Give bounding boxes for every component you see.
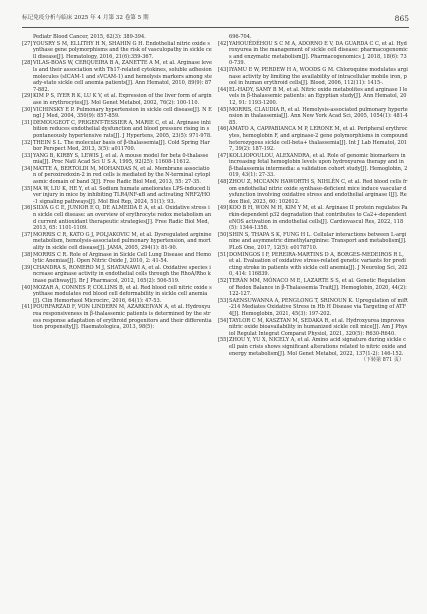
reference-text: DEMOUGEOT C, PRIGENT-TESSIER A, MARIE C, et al. Arginase inhibition reduces endothelial dysfunction and blood pressure rising in spontaneously hypertensive rats[J]. J Hypertens, 2005, 23(5): 971-978.: [33, 119, 212, 139]
reference-number: [47]: [218, 152, 229, 159]
reference-entry: [218, 34, 408, 41]
reference-number: [34]: [22, 165, 33, 172]
reference-text: VILAS-BOAS W, CERQUEIRA B A, ZANETTE A M, et al. Arginase levels and their association with Th17-related cytokines, soluble adhesion molecules (sICAM-1 and sVCAM-1) and hemolysis markers among steady-state sickle cell anemia patients[J]. Ann Hematol, 2010, 89(9): 877-882.: [33, 60, 212, 93]
reference-number: [42]: [218, 40, 229, 47]
reference-number: [33]: [22, 152, 33, 159]
reference-text: Pediatr Blood Cancer, 2015, 62(3): 389-394.: [33, 34, 146, 40]
reference-entry: [22, 41, 212, 61]
reference-entry: [22, 265, 212, 285]
reference-number: [53]: [218, 297, 229, 304]
reference-text: MORRIS, CLAUDIA R, et al. Hemolysis-associated pulmonary hypertension in thalassemia[J]. Ann New York Acad Sci, 2005, 1054(1): 481-485.: [229, 106, 408, 126]
reference-number: [43]: [218, 66, 229, 73]
reference-number: [32]: [22, 139, 33, 146]
reference-number: [31]: [22, 119, 33, 126]
reference-number: [46]: [218, 126, 229, 133]
reference-entry: [218, 318, 408, 338]
reference-number: [27]: [22, 40, 33, 47]
reference-number: [54]: [218, 317, 229, 324]
reference-entry: [218, 41, 408, 67]
reference-entry: [22, 304, 212, 330]
reference-number: [55]: [218, 337, 229, 344]
reference-entry: [218, 298, 408, 318]
reference-entry: [22, 120, 212, 140]
reference-text: KIM P S, IYER R K, LU K V, et al. Expression of the liver form of arginase in erythrocytes[J]. Mol Genet Metabol, 2002, 76(2): 100-110.: [33, 93, 212, 106]
page-number: 865: [394, 14, 409, 23]
reference-number: [52]: [218, 277, 229, 284]
reference-text: KOLLIOPOULOU, ALEXANDRA, et al. Role of genomic biomarkers in increasing fetal hemoglobin levels upon hydroxyurea therapy and in β-thalassemia intermedia: a validation cohort study[J]. Hemoglobin, 2019, 43(1): 27-33.: [229, 152, 408, 179]
reference-number: [28]: [22, 60, 33, 67]
reference-text: SAENSUWANNA A, PENGLONG T, SRINOUN K. Upregulation of miR-214 Mediates Oxidative Stress in Hb H Disease via Targeting of ATF4[J]. Hemoglobin, 2021, 45(3): 197-202.: [229, 297, 408, 317]
reference-entry: [22, 140, 212, 153]
reference-entry: [218, 179, 408, 205]
reference-column-left: [22, 34, 212, 331]
reference-text: ZHOU Z, MCCANN HAWORTH S, NIHLÉN C, et al. Red blood cells from endothelial nitric oxide synthase-deficient mice induce vascular dysfunction involving oxidative stress and endothelial arginase I[J]. Redox Biol, 2023, 60: 102612.: [229, 179, 408, 205]
reference-entry: [22, 205, 212, 231]
reference-entry: [218, 87, 408, 107]
reference-entry: [22, 60, 212, 93]
reference-number: [38]: [22, 251, 33, 258]
reference-entry: [218, 252, 408, 278]
reference-text: TAYLOR C M, KASZTAN M, SEDAKA R, et al. Hydroxyurea improves nitric oxide bioavailability in humanized sickle cell mice[J]. Am J Physiol Regulat Integrat Comparat Physiol, 2021, 320(5): R630-R640.: [229, 317, 408, 337]
reference-entry: [22, 107, 212, 120]
reference-entry: [218, 278, 408, 298]
reference-text: YAHOUÉDÉHOU S C M A, ADORNO E V, DA GUARDA C C, et al. Hydroxyurea in the management of sickle cell disease: pharmacogenomics and enzymatic metabolism[J]. Pharmacogenomics J, 2018, 18(6): 730-739.: [229, 40, 408, 67]
reference-text: IYAMU E W, PERDEW H A, WOODS G M. Chloroquine modulates arginase activity by limiting the availability of intracellular mobile iron, pool in human erythroid cells[J]. Blood, 2006, 112(11): 1415-.: [229, 66, 408, 87]
reference-column-right: [218, 34, 408, 364]
reference-number: [35]: [22, 185, 33, 192]
reference-entry: [218, 205, 408, 231]
reference-number: [45]: [218, 106, 229, 113]
reference-text: TERÁN MM, MÓNACO M E, LAZARTE S S, et al. Genetic Regulation of Redox Balance in β-Thalassemia Trait[J]. Hemoglobin, 2020, 44(2): 122-127.: [229, 277, 407, 298]
reference-entry: [218, 107, 408, 127]
reference-text: SHIN S, THAPA S K, FUNG H L. Cellular interactions between L-arginine and asymmetric dimethylarginine: Transport and metabolism[J]. PLoS One, 2017, 12(5): e0178710.: [229, 231, 407, 251]
reference-text: AMATO A, CAPPABIANCA M P, LERONE M, et al. Peripheral erythrocytes, hemoglobin F, and arginase-2 gene polymorphisms in compound heterozygous sickle cell-beta+ thalassemia[J]. Int J Lab Hematol, 2017, 39(2): 187-192.: [229, 126, 408, 153]
reference-entry: [22, 153, 212, 166]
reference-text: 696-704.: [229, 34, 252, 40]
reference-entry: [218, 232, 408, 252]
reference-text: CHANDRA S, ROMERO M J, SHATANAWI A, et al. Oxidative species increase arginase activity in endothelial cells through the RhoA/Rho kinase pathway[J]. Br J Pharmacol, 2012, 165(2): 506-519.: [33, 264, 211, 284]
reference-entry: [22, 34, 212, 41]
reference-text: KOO B H, WON M H, KIM Y M, et al. Arginase II protein regulates Parkin-dependent p32 degradation that contributes to Ca2+-dependent eNOS activation in endothelial cells[J]. Cardiovascul Res, 2022, 118(5): 1344-1358.: [229, 205, 408, 232]
reference-text: VICHINSKY E P. Pulmonary hypertension in sickle cell disease[J]. N Engl J Med, 2004, 350(9): 857-859.: [33, 106, 212, 120]
reference-entry: [218, 126, 408, 152]
reference-text: MOZAR A, CONNES P, COLLINS B, et al. Red blood cell nitric oxide synthase modulates red blood cell deformability in sickle cell anemia[J]. Clin Hemorheol Microcirc, 2016, 64(1): 47-53.: [33, 284, 212, 304]
reference-number: [29]: [22, 93, 33, 100]
reference-number: [37]: [22, 231, 33, 238]
reference-number: [48]: [218, 179, 229, 186]
reference-number: [30]: [22, 106, 33, 113]
reference-number: [51]: [218, 251, 229, 258]
reference-text: MORRIS C R, KATO G J, POLJAKOVIC M, et al. Dysregulated arginine metabolism, hemolysis-associated pulmonary hypertension, and mortality in sickle cell disease[J]. JAMA, 2005, 294(1): 81-90.: [33, 231, 212, 251]
continuation-note: （下转第 871 页）: [360, 357, 404, 364]
header-rule: [22, 27, 409, 28]
reference-number: [44]: [218, 86, 229, 93]
reference-number: [50]: [218, 231, 229, 238]
reference-number: [36]: [22, 205, 33, 212]
reference-text: THEIN S L. The molecular basis of β-thalassemia[J]. Cold Spring Harbor Perspect Med, 2013, 3(5): a011700.: [33, 139, 210, 153]
reference-number: [40]: [22, 284, 33, 291]
reference-entry: [22, 93, 212, 106]
reference-text: MATTE A, BERTOLDI M, MOHANDAS N, et al. Membrane association of peroxiredoxin-2 in red cells is mediated by the N-terminal cytoplasmic domain of band 3[J]. Free Radic Biol Med, 2013, 55: 27-35.: [33, 165, 211, 186]
reference-entry: [22, 186, 212, 206]
reference-text: YOUSRY S M, ELLITHY H N, SHAHIN G H. Endothelial nitric oxide synthase gene polymorphisms and the risk of vasculopathy in sickle cell disease[J]. Hematology, 2016, 21(6):359-367.: [33, 40, 212, 60]
reference-text: MORRIS C R. Role of Arginase in Sickle Cell Lung Disease and Hemolytic Anemias[J]. Open Nitric Oxide J, 2010, 2: 41-54.: [33, 251, 212, 265]
reference-number: [41]: [22, 304, 33, 311]
reference-entry: [218, 153, 408, 179]
reference-text: YANG B, KIRBY S, LEWIS J, et al. A mouse model for beta 0-thalassemia[J]. Proc Natl Acad Sci U S A, 1995, 92(25): 11608-11612.: [33, 152, 209, 166]
reference-text: POURFARZAD F, VON LINDERN M, AZARKEIVAN A, et al. Hydroxyurea responsiveness in β-thalassemic patients is determined by the stress response adaptation of erythroid progenitors and their differentiation propensity[J]. Haematologica, 2013, 98(5):: [33, 304, 212, 331]
reference-text: ZHOU Y, YU X, NICELY A, et al. Amino acid signature during sickle cell pain crisis shows significant alterations related to nitric oxide and energy metabolism[J]. Mol Genet Metabol, 2022, 137(1-2): 146-152.: [229, 337, 407, 357]
reference-number: [49]: [218, 205, 229, 212]
reference-entry: [218, 337, 408, 357]
reference-text: SILVA G C E, JUNIOR E O, DE ALMEIDA E A, et al. Oxidative stress in sickle cell disease: an overview of erythrocyte redox metabolism and current antioxidant therapeutic strategies[J]. Free Radic Biol Med, 2013, 65: 1101-1109.: [33, 205, 212, 232]
reference-entry: [218, 67, 408, 87]
reference-text: MA W, LIU K, HE Y, et al. Sodium humate ameliorates LPS-induced liver injury in mice by inhibiting TLR4/NF-κB and activating NRF2/HO-1 signaling pathways[J]. Mol Biol Rep, 2024, 51(1): 93.: [33, 185, 211, 205]
reference-number: [39]: [22, 264, 33, 271]
reference-entry: [22, 232, 212, 252]
reference-entry: [22, 252, 212, 265]
reference-text: EL-HADY, SAMY B M, et al. Nitric oxide metabolites and arginase I levels in β-thalassemic patients: an Egyptian study[J]. Ann Hematol, 2012, 91: 1193-1200.: [229, 86, 408, 106]
reference-entry: [22, 166, 212, 186]
journal-running-title: 标记免疫分析与临床 2025 年 4 月第 32 卷第 5 期: [22, 15, 149, 21]
page-header: [22, 12, 409, 25]
reference-text: DOMINGOS I F, PEREIRA-MARTINS D A, BORGES-MEDEIROS R L, et al. Evaluation of oxidative stress-related genetic variants for predicting stroke in patients with sickle cell anemia[J]. J Neurolog Sci, 2020, 414: 116839.: [229, 251, 408, 278]
reference-entry: [22, 285, 212, 305]
